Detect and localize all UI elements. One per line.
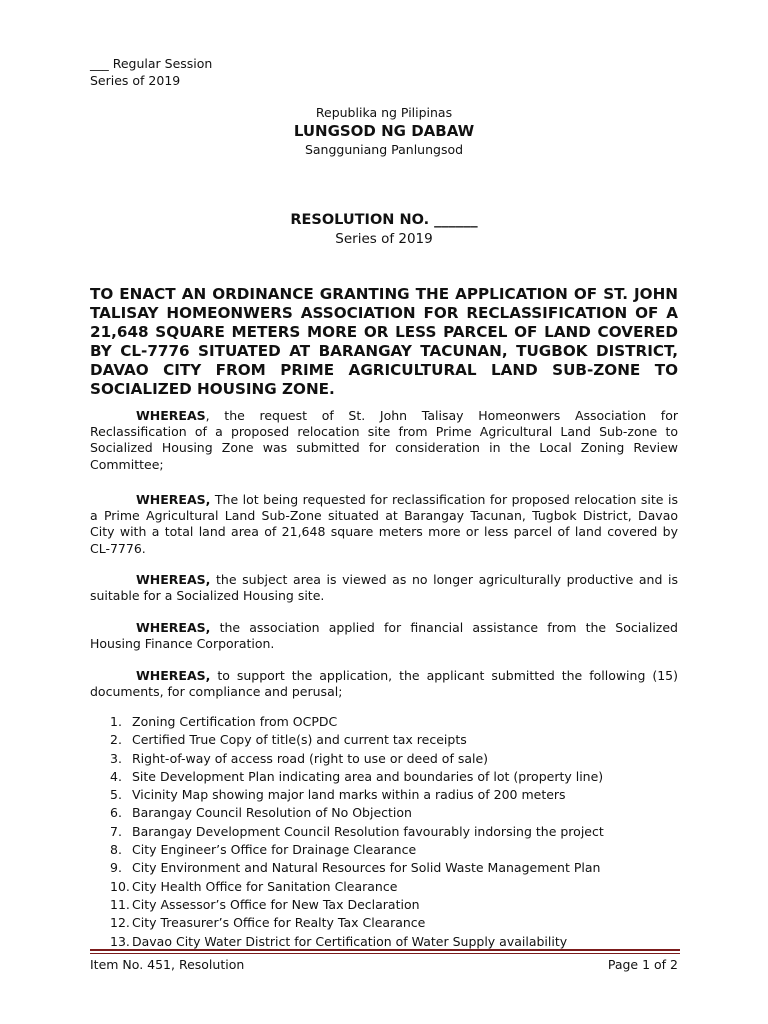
whereas-lead: WHEREAS (136, 408, 206, 423)
list-item (110, 823, 680, 841)
session-line: ___ Regular Session (90, 56, 213, 71)
session-series: Series of 2019 (90, 73, 181, 88)
list-item-text: City Assessor’s Office for New Tax Declaration (132, 896, 420, 912)
list-item-number: 3. (110, 750, 122, 766)
document-header (90, 104, 678, 158)
resolution-heading (90, 210, 678, 249)
whereas-text: to support the application, the applicant submitted the following (15) documents, for compliance and perusal; (90, 668, 678, 700)
list-item-number: 8. (110, 842, 122, 858)
list-item-number: 7. (110, 823, 122, 839)
list-item-text: Vicinity Map showing major land marks within a radius of 200 meters (132, 787, 566, 803)
page-number: Page 1 of 2 (607, 957, 678, 972)
council-name: Sangguniang Panlungsod (304, 142, 464, 157)
list-item (110, 750, 680, 768)
list-item-number: 1. (110, 714, 122, 729)
list-item-text: Barangay Council Resolution of No Objection (132, 805, 412, 821)
list-item (110, 768, 680, 786)
whereas-lead: WHEREAS, (136, 492, 211, 507)
list-item-text: City Engineer’s Office for Drainage Clearance (132, 842, 417, 858)
whereas-paragraph (90, 408, 678, 473)
list-item-number: 5. (110, 787, 122, 803)
list-item-text: City Environment and Natural Resources for Solid Waste Management Plan (132, 860, 601, 876)
footer-divider (90, 949, 680, 951)
list-item-number: 11. (110, 896, 130, 912)
city-name: LUNGSOD NG DABAW (293, 122, 475, 140)
whereas-lead: WHEREAS, (136, 668, 211, 683)
whereas-paragraph (90, 620, 678, 652)
whereas-lead: WHEREAS, (136, 620, 211, 635)
list-item-number: 9. (110, 860, 122, 876)
session-info (90, 55, 212, 89)
list-item (110, 859, 680, 877)
list-item-number: 6. (110, 805, 122, 821)
document-list (110, 713, 680, 951)
whereas-text: The lot being requested for reclassification for proposed relocation site is a Prime Agricultural Land Sub-Zone situated at Barangay Tacunan, Tugbok District, Davao City with a total land area of 21,648 square meters more or less parcel of land covered by CL-7776. (90, 492, 678, 556)
whereas-paragraph (90, 572, 678, 604)
list-item-number: 12. (110, 915, 130, 931)
resolution-number: RESOLUTION NO. ______ (290, 212, 478, 228)
list-item-text: Right-of-way of access road (right to use or deed of sale) (132, 750, 489, 766)
list-item-text: City Treasurer’s Office for Realty Tax Clearance (132, 915, 426, 931)
list-item-number: 4. (110, 768, 122, 784)
list-item (110, 731, 680, 749)
list-item (110, 878, 680, 896)
whereas-paragraph (90, 492, 678, 557)
list-item-number: 10. (110, 878, 130, 894)
list-item (110, 841, 680, 859)
whereas-paragraph (90, 668, 678, 700)
list-item-text: Site Development Plan indicating area and boundaries of lot (property line) (132, 768, 604, 784)
resolution-series: Series of 2019 (335, 231, 433, 247)
list-item (110, 896, 680, 914)
list-item (110, 713, 680, 731)
whereas-text: the association applied for financial assistance from the Socialized Housing Finance Corporation. (90, 620, 678, 652)
list-item (110, 786, 680, 804)
list-item (110, 804, 680, 822)
list-item-text: Davao City Water District for Certification of Water Supply availability (132, 933, 568, 949)
list-item-number: 2. (110, 732, 122, 748)
republic-label: Republika ng Pilipinas (315, 105, 453, 120)
list-item-text: Zoning Certification from OCPDC (132, 714, 338, 729)
list-item-text: Barangay Development Council Resolution favourably indorsing the project (132, 823, 604, 839)
list-item-text: Certified True Copy of title(s) and current tax receipts (132, 732, 467, 748)
resolution-title: TO ENACT AN ORDINANCE GRANTING THE APPLICATION OF ST. JOHN TALISAY HOMEONWERS ASSOCIATION FOR RECLASSIFICATION OF A 21,648 SQUARE METERS MORE OR LESS PARCEL OF LAND COVERED BY CL-7776 SITUATED AT BARANGAY TACUNAN, TUGBOK DISTRICT, DAVAO CITY FROM PRIME AGRICULTURAL LAND SUB-ZONE TO SOCIALIZED HOUSING ZONE. (90, 285, 678, 398)
footer-item-label: Item No. 451, Resolution (90, 957, 245, 972)
whereas-text: the subject area is viewed as no longer agriculturally productive and is suitable for a Socialized Housing site. (90, 572, 678, 604)
whereas-text: , the request of St. John Talisay Homeonwers Association for Reclassification of a proposed relocation site from Prime Agricultural Land Sub-zone to Socialized Housing Zone was submitted for consideration in the Local Zoning Review Committee; (90, 408, 678, 472)
whereas-lead: WHEREAS, (136, 572, 211, 587)
footer-divider-thin (90, 953, 680, 954)
list-item (110, 914, 680, 932)
list-item-text: City Health Office for Sanitation Clearance (132, 878, 398, 894)
list-item-number: 13. (110, 933, 130, 949)
